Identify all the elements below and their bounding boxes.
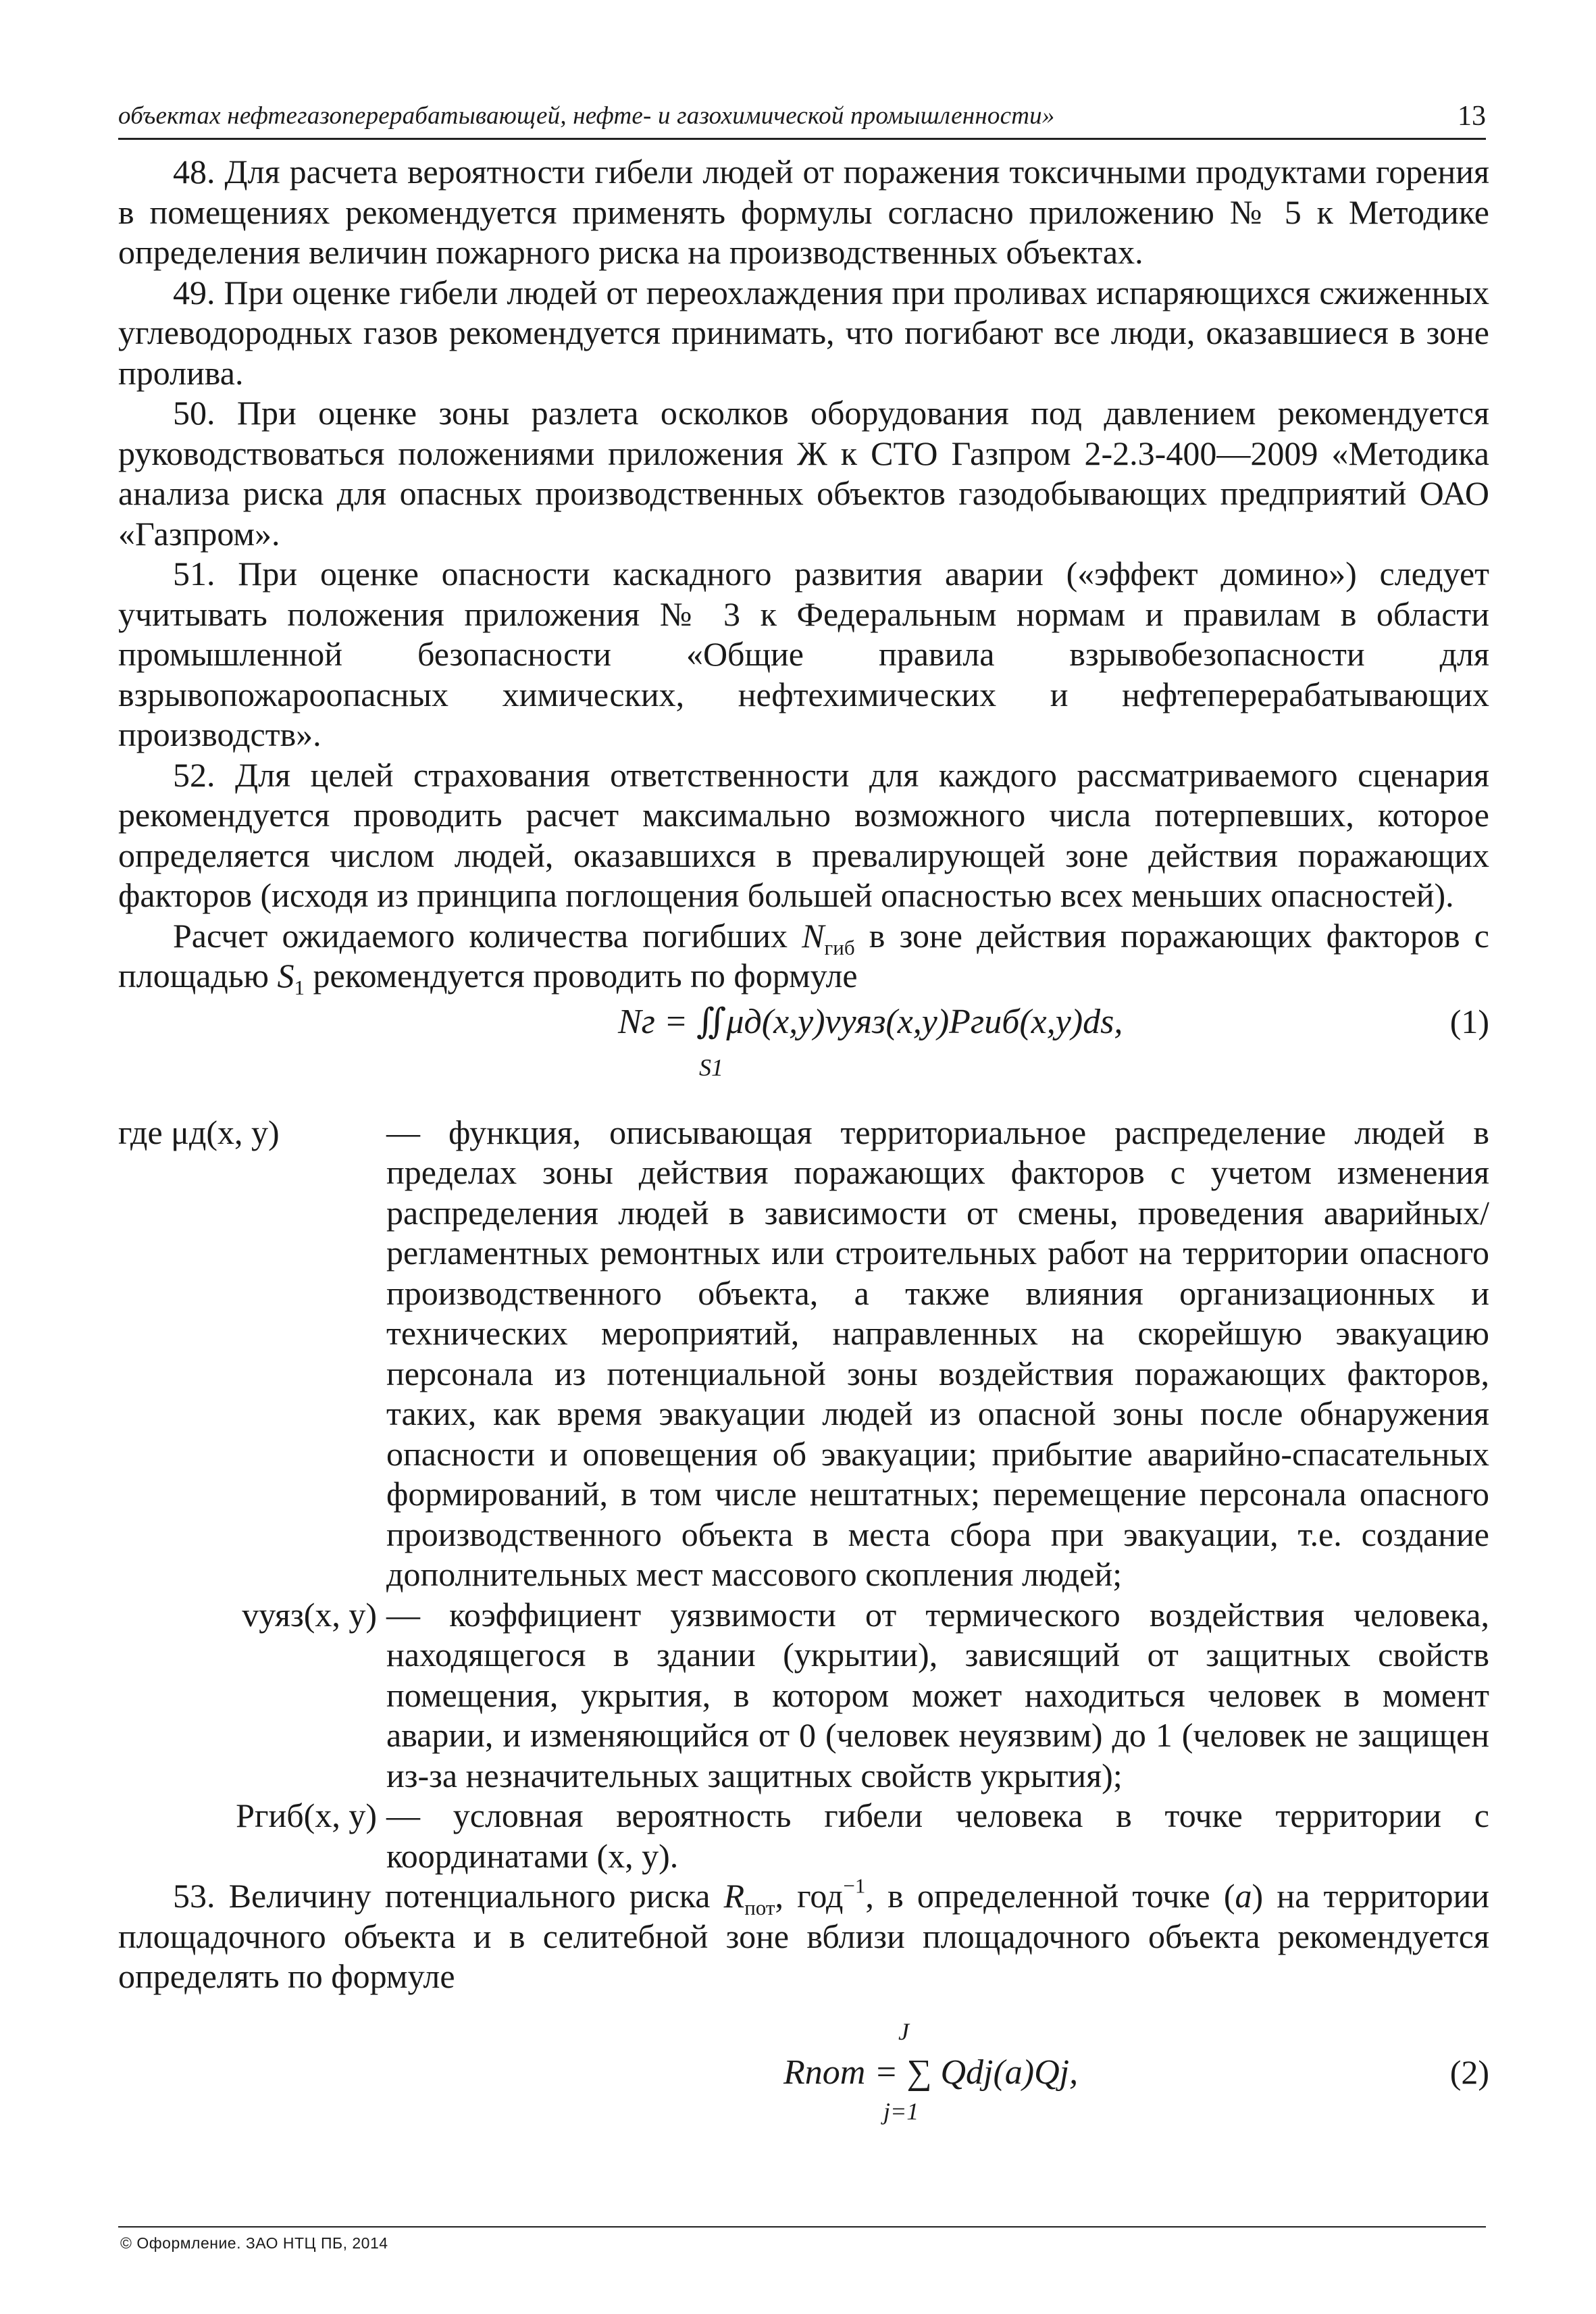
superscript: −1 bbox=[843, 1873, 866, 1898]
formula-1-integration-domain: S1 bbox=[699, 1053, 723, 1081]
document-body bbox=[118, 152, 1490, 2125]
footer-rule bbox=[118, 2226, 1486, 2228]
text-run: , в определенной точке ( bbox=[865, 1877, 1235, 1915]
formula-1 bbox=[118, 997, 1489, 1098]
formula-2-lower-limit: j=1 bbox=[883, 2097, 919, 2125]
formula-2 bbox=[118, 1997, 1489, 2125]
paragraph-50: 50. При оценке зоны разлета осколков оборудования под давлением рекомендуется руководствоваться положениями приложения Ж к СТО Газпром 2-2.3-400—2009 «Методика анализа риска для опасных производственных объектов газодобывающих предприятий ОАО «Газпром». bbox=[118, 394, 1489, 553]
definition-text: — коэффициент уязвимости от термического воздействия человека, находящегося в здании (укрытии), зависящий от защитных свойств помещения, укрытия, в котором может находиться человек в момент аварии, и изменяющийся от 0 (человек неуязвим) до 1 (человек не защищен из-за незначительных защитных свойств укрытия); bbox=[386, 1595, 1489, 1794]
definition-p bbox=[118, 1796, 1489, 1876]
running-title: объектах нефтегазоперерабатывающей, нефте- и газохимической промышленности» bbox=[118, 102, 1055, 130]
paragraph-52-calc bbox=[118, 916, 1489, 997]
text-run: Расчет ожидаемого количества погибших bbox=[173, 916, 802, 955]
definition-text: — функция, описывающая территориальное распределение людей в пределах зоны действия поражающих факторов с учетом изменения распределения людей в зависимости от смены, проведения аварийных/ регламентных ремонтных или строительных работ на территории опасного производственного объекта, а также влияния организационных и технических мероприятий, направленных на скорейшую эвакуацию персонала из потенциальной зоны воздействия поражающих факторов, таких, как время эвакуации людей из опасной зоны после обнаружения опасности и оповещения об эвакуации; прибытие аварийно-спасательных формирований, в том числе нештатных; перемещение персонала опасного производственного объекта в места сбора при эвакуации, т.е. создание дополнительных мест массового скопления людей; bbox=[386, 1113, 1489, 1593]
paragraph-52: 52. Для целей страхования ответственности для каждого рассматриваемого сценария рекомендуется проводить расчет максимально возможного числа потерпевших, которое определяется числом людей, оказавшихся в превалирующей зоне действия поражающих факторов (исходя из принципа поглощения большей опасностью всех меньших опасностей). bbox=[118, 755, 1489, 914]
text-run: 53. Величину потенциального риска bbox=[173, 1877, 724, 1915]
symbol-s: S bbox=[277, 957, 294, 995]
text-run: , год bbox=[775, 1877, 844, 1915]
page-number: 13 bbox=[1458, 101, 1486, 132]
text-run: ) на территории площадочного объекта и в селитебной зоне вблизи площадочного объекта рекомендуется определять по формуле bbox=[118, 1877, 1490, 1995]
symbol-a: a bbox=[1235, 1877, 1252, 1915]
paragraph-53 bbox=[118, 1873, 1490, 1997]
formula-1-number: (1) bbox=[1449, 1002, 1489, 1040]
symbol-n: N bbox=[802, 916, 825, 955]
formula-1-expression: Nг = ∬μд(x,y)νуяз(x,y)Pгиб(x,y)ds, bbox=[618, 1002, 1123, 1041]
paragraph-49: 49. При оценке гибели людей от переохлаждения при проливах испаряющихся сжиженных углеводородных газов рекомендуется принимать, что погибают все люди, оказавшиеся в зоне пролива. bbox=[118, 273, 1489, 392]
running-header bbox=[118, 96, 1486, 140]
definition-mu bbox=[118, 1113, 1489, 1595]
paragraph-48: 48. Для расчета вероятности гибели людей от поражения токсичными продуктами горения в помещениях рекомендуется применять формулы согласно приложению № 5 к Методике определения величин пожарного риска на производственных объектах. bbox=[118, 153, 1489, 271]
symbol-r: R bbox=[723, 1877, 745, 1915]
formula-2-expression: Rпот = ∑ Qdj(a)Qj, bbox=[783, 2053, 1079, 2092]
formula-2-upper-limit: J bbox=[898, 2017, 909, 2045]
subscript: гиб bbox=[824, 935, 855, 959]
definition-text: — условная вероятность гибели человека в точке территории с координатами (x, y). bbox=[386, 1796, 1489, 1875]
subscript: пот bbox=[744, 1895, 775, 1919]
definition-symbol: Pгиб(x, y) bbox=[236, 1796, 377, 1834]
formula-2-number: (2) bbox=[1449, 2053, 1489, 2091]
copyright-notice: © Оформление. ЗАО НТЦ ПБ, 2014 bbox=[120, 2234, 388, 2252]
definition-symbol: где μд(x, y) bbox=[118, 1113, 280, 1151]
definition-symbol: vуяз(x, y) bbox=[242, 1595, 377, 1634]
definitions-list bbox=[118, 1113, 1489, 1877]
text-run: рекомендуется проводить по формуле bbox=[305, 957, 858, 995]
subscript: 1 bbox=[294, 975, 305, 999]
definition-nu bbox=[118, 1595, 1489, 1796]
text-run: в зоне действия поражающих факторов с площадью bbox=[118, 916, 1489, 995]
paragraph-51: 51. При оценке опасности каскадного развития аварии («эффект домино») следует учитывать положения приложения № 3 к Федеральным нормам и правилам в области промышленной безопасности «Общие правила взрывобезопасности для взрывопожароопасных химических, нефтехимических и нефтеперерабатывающих производств». bbox=[118, 555, 1489, 753]
